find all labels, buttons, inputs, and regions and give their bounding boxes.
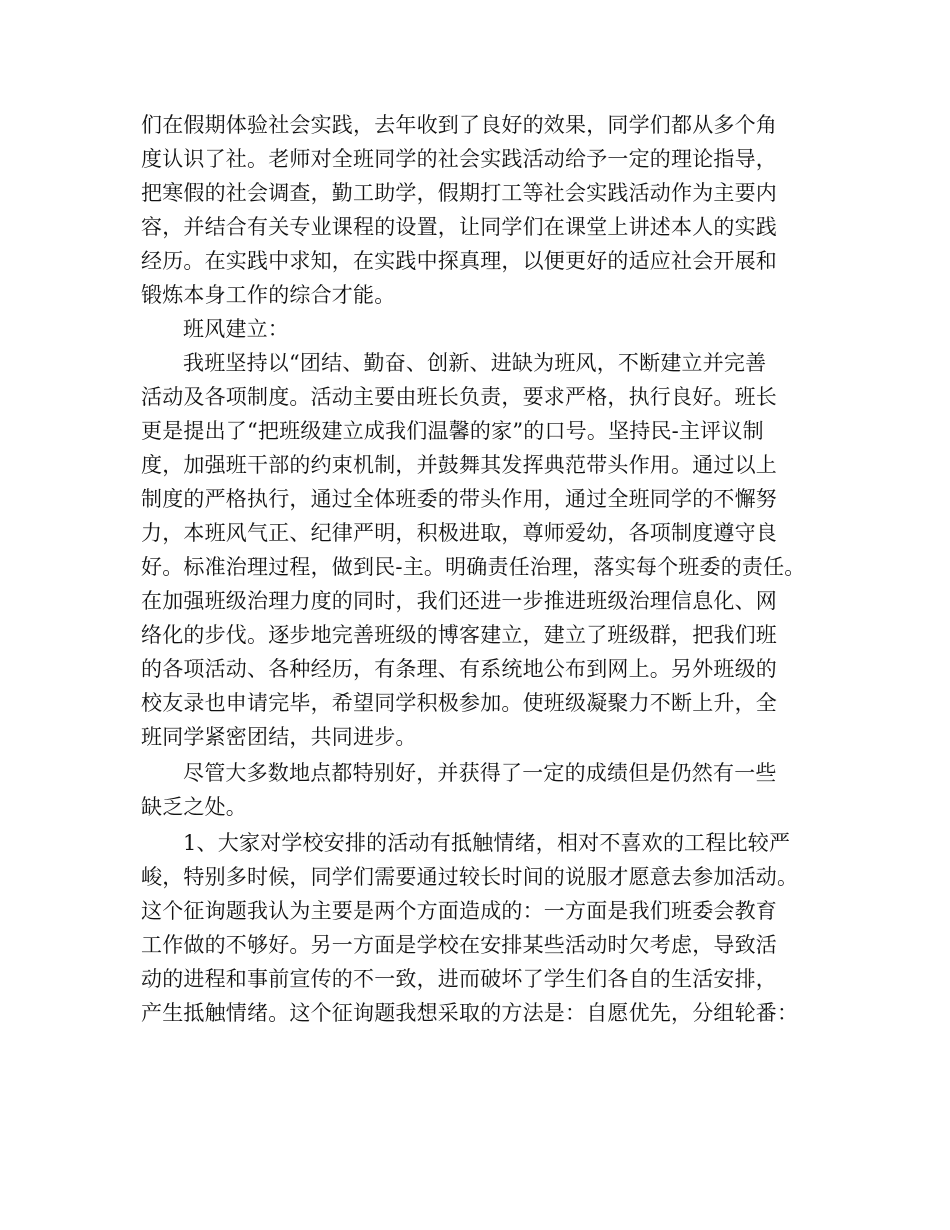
text-line: 度认识了社。老师对全班同学的社会实践活动给予一定的理论指导， <box>141 147 777 171</box>
text-line: 缺乏之处。 <box>141 795 247 819</box>
text-line: 把寒假的社会调查，勤工助学，假期打工等社会实践活动作为主要内 <box>141 181 777 205</box>
text-line: 的各项活动、各种经历，有条理、有系统地公布到网上。另外班级的 <box>141 657 777 681</box>
text-line: 经历。在实践中求知，在实践中探真理，以便更好的适应社会开展和 <box>141 249 777 273</box>
text-line: 尽管大多数地点都特别好，并获得了一定的成绩但是仍然有一些 <box>183 761 777 785</box>
text-line: 班同学紧密团结，共同进步。 <box>141 725 417 749</box>
text-line: 容，并结合有关专业课程的设置，让同学们在课堂上讲述本人的实践 <box>141 215 777 239</box>
text-line: 更是提出了“把班级建立成我们温馨的家”的口号。坚持民-主评议制 <box>141 419 764 443</box>
text-line: 峻，特别多时候，同学们需要通过较长时间的说服才愿意去参加活动。 <box>141 865 799 889</box>
text-line: 这个征询题我认为主要是两个方面造成的：一方面是我们班委会教育 <box>141 899 777 923</box>
text-line: 锻炼本身工作的综合才能。 <box>141 283 396 307</box>
text-line: 我班坚持以“团结、勤奋、创新、进缺为班风，不断建立并完善 <box>183 351 767 375</box>
section-heading: 班风建立： <box>183 317 289 341</box>
text-line: 校友录也申请完毕，希望同学积极参加。使班级凝聚力不断上升，全 <box>141 691 777 715</box>
text-line: 1、大家对学校安排的活动有抵触情绪，相对不喜欢的工程比较严 <box>183 831 791 855</box>
text-line: 工作做的不够好。另一方面是学校在安排某些活动时欠考虑，导致活 <box>141 933 777 957</box>
text-line: 在加强班级治理力度的同时，我们还进一步推进班级治理信息化、网 <box>141 589 777 613</box>
text-line: 产生抵触情绪。这个征询题我想采取的方法是：自愿优先，分组轮番： <box>141 1001 799 1025</box>
text-line: 度，加强班干部的约束机制，并鼓舞其发挥典范带头作用。通过以上 <box>141 453 777 477</box>
text-line: 力，本班风气正、纪律严明，积极进取，尊师爱幼，各项制度遵守良 <box>141 521 777 545</box>
document-page <box>141 108 821 1030</box>
text-line: 制度的严格执行，通过全体班委的带头作用，通过全班同学的不懈努 <box>141 487 777 511</box>
text-line: 动的进程和事前宣传的不一致，进而破坏了学生们各自的生活安排， <box>141 967 777 991</box>
text-line: 们在假期体验社会实践，去年收到了良好的效果，同学们都从多个角 <box>141 113 777 137</box>
text-line: 好。标准治理过程，做到民-主。明确责任治理，落实每个班委的责任。 <box>141 555 806 579</box>
text-line: 活动及各项制度。活动主要由班长负责，要求严格，执行良好。班长 <box>141 385 777 409</box>
text-line: 络化的步伐。逐步地完善班级的博客建立，建立了班级群，把我们班 <box>141 623 777 647</box>
